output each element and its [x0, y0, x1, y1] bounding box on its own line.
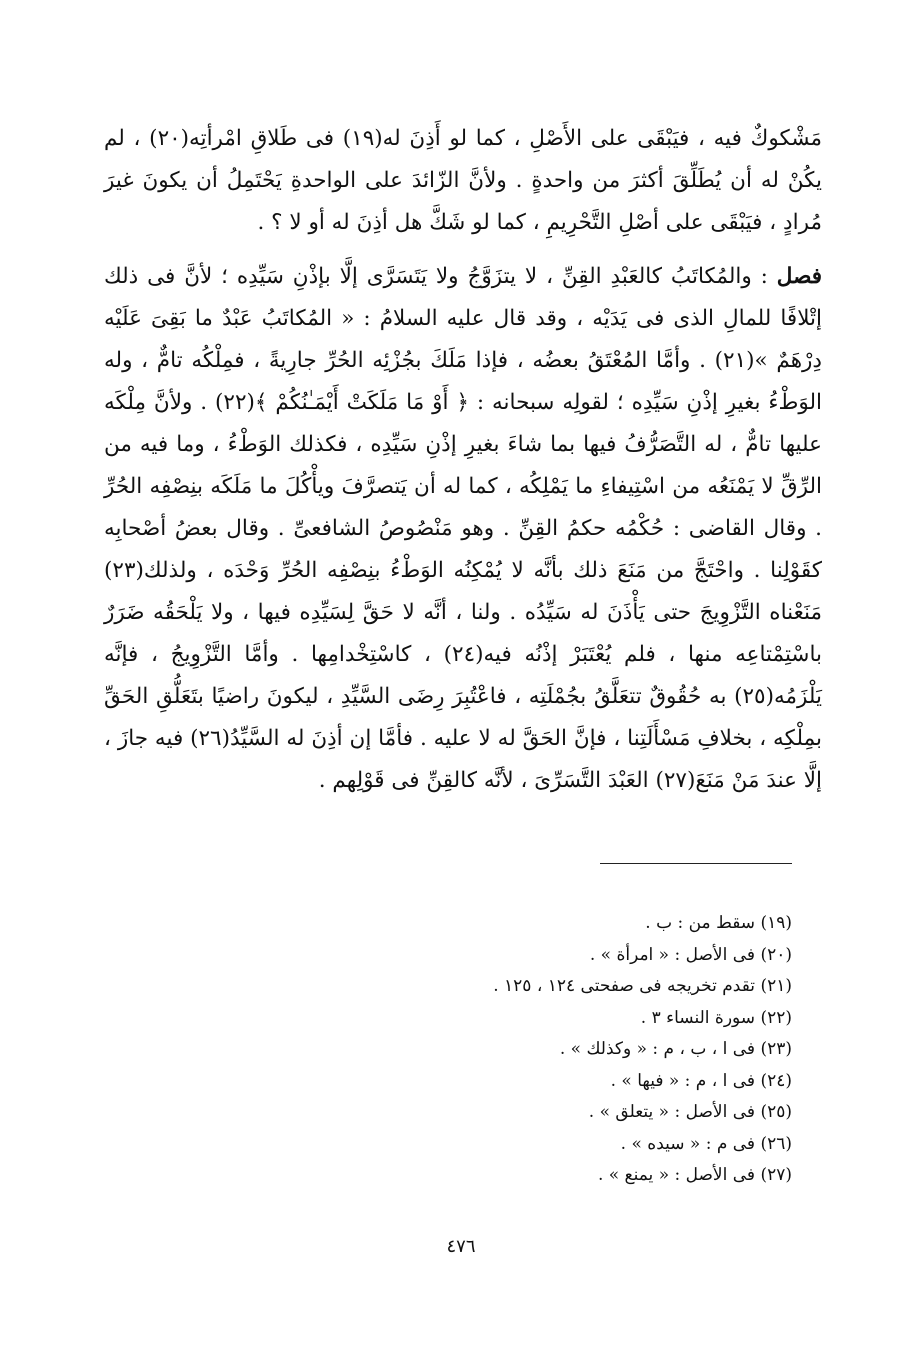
footnote-23: (٢٣) فى ا ، ب ، م : « وكذلك » .	[559, 1039, 792, 1059]
footnote-22: (٢٢) سورة النساء ٣ .	[640, 1007, 792, 1028]
footnote-24: (٢٤) فى ا ، م : « فيها » .	[610, 1070, 792, 1091]
paragraph-2-text: : والمُكاتَبُ كالعَبْدِ القِنِّ ، لا يتزَوَّجُ ولا يَتَسَرَّى إلَّا بإذْنِ سَيِّدِه ؛ لأنَّ فى ذلك إتْلافًا للمالِ الذى فى يَدَيْه ، وقد قال عليه السلامُ : « المُكاتَبُ عَبْدٌ ما بَقِىَ عَلَيْه دِرْهَمٌ »(٢١) . وأمَّا المُعْتَقُ بعضُه ، فإذا مَلَكَ بجُزْئِه الحُرِّ جارِيةً ، فمِلْكُه تامٌّ ، وله الوَطْءُ بغيرِ إذْنِ سَيِّدِه ؛ لقولِه سبحانه : ﴿ أَوْ مَا مَلَكَتْ أَيْمَـٰنُكُمْ ﴾(٢٢) . ولأنَّ مِلْكَه عليها تامٌّ ، له التَّصَرُّفُ فيها بما شاءَ بغيرِ إذْنِ سَيِّدِه ، فكذلك الوَطْءُ ، وما فيه من الرِّقِّ لا يَمْنَعُه من اسْتِيفاءِ ما يَمْلِكُه ، كما له أن يَتصرَّفَ ويأْكُلَ ما مَلَكَه بنِصْفِه الحُرِّ . وقال القاضى : حُكْمُه حكمُ القِنِّ . وهو مَنْصُوصُ الشافعىِّ . وقال بعضُ أصْحابِه كقَوْلِنا . واحْتَجَّ من مَنَعَ ذلك بأنَّه لا يُمْكِنُه الوَطْءُ بنِصْفِه الحُرِّ وَحْدَه ، ولذلك(٢٣) مَنَعْناه التَّزْوِيجَ حتى يَأْذَنَ له سَيِّدُه . ولنا ، أنَّه لا حَقَّ لِسَيِّدِه فيها ، ولا يَلْحَقُه ضَرَرٌ باسْتِمْتاعِه منها ، فلم يُعْتَبَرْ إذْنُه فيه(٢٤) ، كاسْتِخْدامِها . وأمَّا التَّزْوِيجُ ، فإنَّه يَلْزَمُه(٢٥) به حُقُوقٌ تتعَلَّقُ بجُمْلَتِه ، فاعْتُبِرَ رِضَى السَّيِّدِ ، ليكونَ راضيًا بتَعَلُّقِ الحَقِّ بمِلْكِه ، بخلافِ مَسْأَلَتِنا ، فإنَّ الحَقَّ له لا عليه . فأمَّا إن أذِنَ له السَّيِّدُ(٢٦) فيه جازَ ، إلَّا عندَ مَنْ مَنَعَ(٢٧) العَبْدَ التَّسَرِّىَ ، لأنَّه كالقِنِّ فى قَوْلِهم .	[104, 264, 822, 793]
footnote-26: (٢٦) فى م : « سيده » .	[620, 1133, 792, 1154]
fasl-heading: فصل	[776, 264, 822, 289]
footnotes	[232, 908, 792, 1192]
footnote-divider	[600, 863, 792, 864]
paragraph-1: مَشْكوكٌ فيه ، فيَبْقَى على الأَصْلِ ، كما لو أَذِنَ له(١٩) فى طَلاقِ امْرأتِه(٢٠) ، لم يكُنْ له أن يُطَلِّقَ أكثرَ من واحدةٍ . ولأنَّ الزّائدَ على الواحدةِ يَحْتَمِلُ أن يكونَ غيرَ مُرادٍ ، فيَبْقَى على أصْلِ التَّحْرِيمِ ، كما لو شَكَّ هل أذِنَ له أو لا ؟ .	[104, 126, 823, 235]
main-text	[104, 118, 822, 802]
page-number: ٤٧٦	[446, 1236, 476, 1257]
footnote-25: (٢٥) فى الأصل : « يتعلق » .	[588, 1102, 792, 1122]
footnote-27: (٢٧) فى الأصل : « يمنع » .	[597, 1165, 792, 1185]
footnote-19: (١٩) سقط من : ب .	[645, 913, 792, 933]
footnote-21: (٢١) تقدم تخريجه فى صفحتى ١٢٤ ، ١٢٥ .	[493, 976, 792, 996]
footnote-20: (٢٠) فى الأصل : « امرأة » .	[589, 944, 792, 965]
paragraph-2	[104, 256, 822, 802]
